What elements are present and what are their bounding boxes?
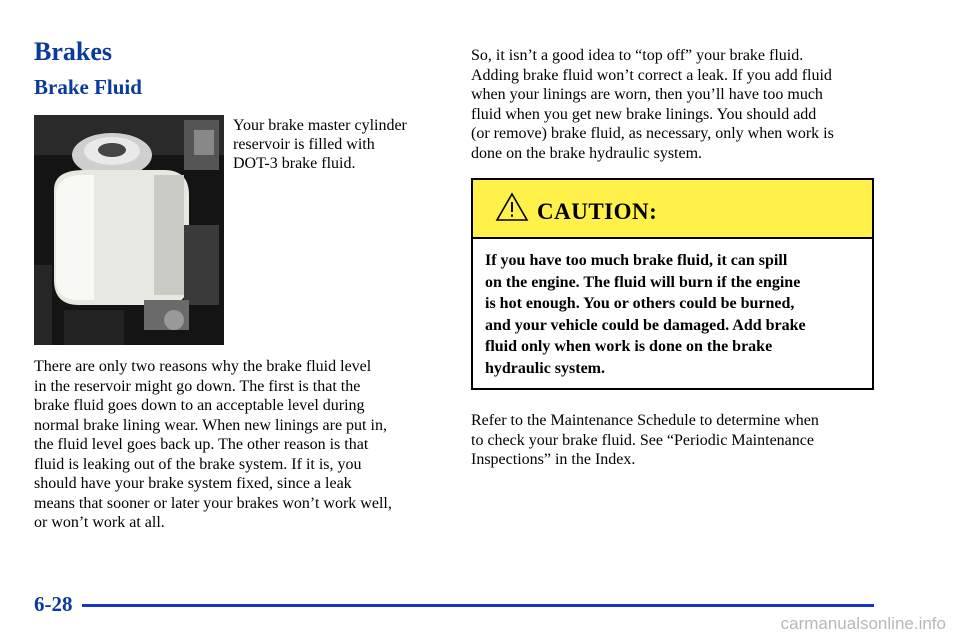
caution-title: CAUTION: (537, 199, 658, 224)
page-number: 6-28 (34, 592, 73, 616)
text-line: in the reservoir might go down. The first is that the (34, 377, 361, 395)
text-line: So, it isn’t a good idea to “top off” your brake fluid. (471, 47, 804, 64)
text-line: done on the brake hydraulic system. (471, 144, 703, 162)
brake-reservoir-photo (34, 115, 224, 345)
text-line: There are only two reasons why the brake fluid level (34, 358, 372, 375)
brake-reservoir-image (34, 115, 224, 345)
warning-triangle-icon (495, 192, 529, 222)
text-line: DOT-3 brake fluid. (233, 155, 356, 172)
caution-header (473, 180, 872, 239)
text-line: brake fluid goes down to an acceptable level during (34, 397, 365, 414)
text-line: Adding brake fluid won’t correct a leak. If you add fluid (471, 66, 832, 84)
text-line: If you have too much brake fluid, it can spill (485, 252, 788, 269)
right-paragraph-top (471, 46, 834, 164)
text-line: fluid when you get new brake linings. You should add (471, 105, 817, 123)
page-title: Brakes (34, 37, 112, 66)
text-line: when your linings are worn, then you’ll have too much (471, 86, 823, 104)
text-line: should have your brake system fixed, since a leak (34, 475, 352, 492)
right-paragraph-bottom (471, 411, 819, 470)
text-line: fluid only when work is done on the brake (485, 338, 773, 355)
text-line: means that sooner or later your brakes won’t work well, (34, 494, 392, 512)
text-line: (or remove) brake fluid, as necessary, only when work is (471, 125, 834, 143)
text-line: Your brake master cylinder (233, 117, 407, 134)
caution-box (471, 178, 874, 390)
intro-paragraph (233, 116, 407, 173)
left-paragraph (34, 357, 392, 533)
text-line: normal brake lining wear. When new linings are put in, (34, 416, 387, 434)
text-line: Inspections” in the Index. (471, 451, 636, 468)
text-line: reservoir is filled with (233, 136, 375, 153)
text-line: or won’t work at all. (34, 514, 165, 531)
text-line: to check your brake fluid. See “Periodic Maintenance (471, 431, 814, 449)
text-line: and your vehicle could be damaged. Add brake (485, 316, 806, 334)
section-title: Brake Fluid (34, 75, 142, 99)
text-line: hydraulic system. (485, 359, 605, 377)
watermark: carmanualsonline.info (780, 614, 946, 633)
caution-text (485, 250, 806, 379)
text-line: Refer to the Maintenance Schedule to determine when (471, 412, 819, 429)
text-line: is hot enough. You or others could be burned, (485, 295, 795, 312)
text-line: fluid is leaking out of the brake system. If it is, you (34, 455, 362, 473)
text-line: on the engine. The fluid will burn if the engine (485, 273, 801, 291)
footer-rule (82, 604, 874, 607)
text-line: the fluid level goes back up. The other reason is that (34, 436, 369, 453)
